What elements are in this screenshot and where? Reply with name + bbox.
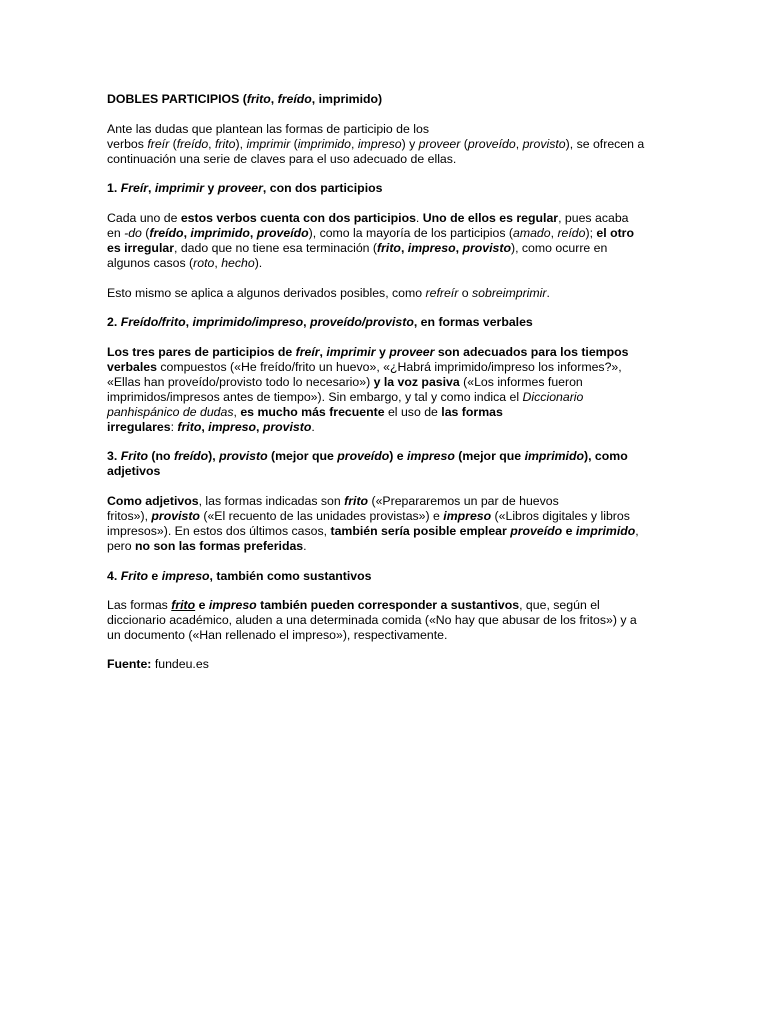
document-title [107,92,667,107]
section-heading-4: 4. Frito e impreso, también como sustantivos [107,569,372,583]
section-heading-1: 1. Freír, imprimir y proveer, con dos participios [107,181,383,195]
intro-paragraph: Ante las dudas que plantean las formas de participio de los verbos freír (freído, frito), imprimir (imprimido, impreso) y proveer (proveído, provisto), se ofrecen a continuación una serie de claves para el uso adecuado de ellas. [107,122,645,166]
title-text: DOBLES PARTICIPIOS (frito, freído, imprimido) [107,92,383,106]
section-heading-3: 3. Frito (no freído), provisto (mejor que proveído) e impreso (mejor que imprimido), como adjetivos [107,449,628,478]
section-heading-2: 2. Freído/frito, imprimido/impreso, proveído/provisto, en formas verbales [107,315,533,329]
source-line [107,657,667,672]
section-paragraph-2: Esto mismo se aplica a algunos derivados posibles, como refreír o sobreimprimir. [107,286,550,300]
section-paragraph-3: Los tres pares de participios de freír, imprimir y proveer son adecuados para los tiempos verbales compuestos («He freído/frito un huevo», «¿Habrá imprimido/impreso los informes?», «Ellas han proveído/provisto todo lo necesario») y la voz pasiva («Los informes fueron imprimidos/impresos antes de tiempo»). Sin embargo, y tal y como indica el Diccionario panhispánico de dudas, es mucho más frecuente el uso de las formas irregulares: frito, impreso, provisto. [107,345,629,434]
source-label: Fuente: [107,657,152,671]
section-paragraph-5: Las formas frito e impreso también pueden corresponder a sustantivos, que, según el diccionario académico, aluden a una determinada comida («No hay que abusar de los fritos») y a un documento («Han rellenado el impreso»), respectivamente. [107,598,637,642]
section-paragraph-4: Como adjetivos, las formas indicadas son frito («Prepararemos un par de huevos fritos»), provisto («El recuento de las unidades provistas») e impreso («Libros digitales y libros impresos»). En estos dos últimos casos, también sería posible emplear proveído e imprimido, pero no son las formas preferidas. [107,494,639,553]
source-value: fundeu.es [151,657,209,671]
section-paragraph-1: Cada uno de estos verbos cuenta con dos participios. Uno de ellos es regular, pues acaba en -do (freído, imprimido, proveído), como la mayoría de los participios (amado, reído); el otro es irregular, dado que no tiene esa terminación (frito, impreso, provisto), como ocurre en algunos casos (roto, hecho). [107,211,634,270]
